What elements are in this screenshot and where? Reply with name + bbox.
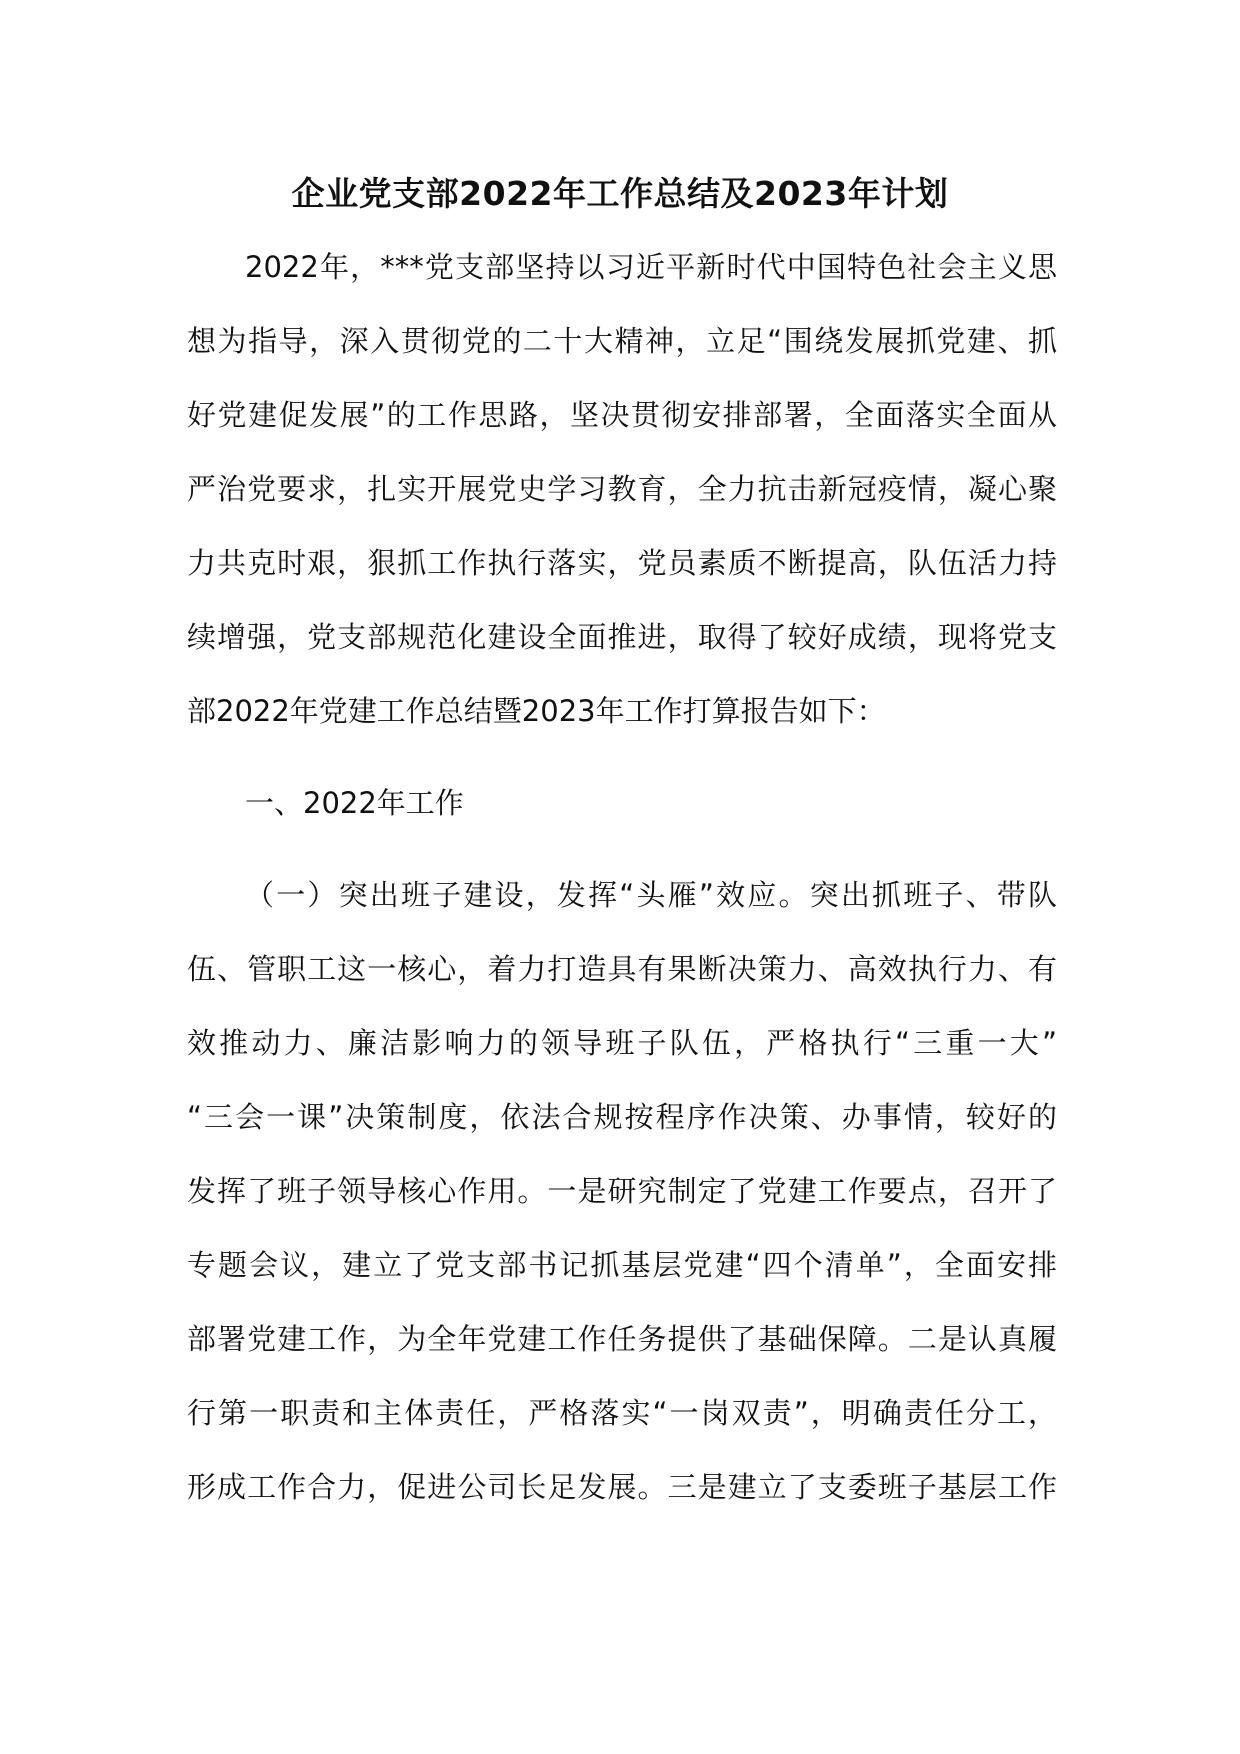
paragraph-line: 力共克时艰，狠抓工作执行落实，党员素质不断提高，队伍活力持 (187, 546, 1057, 580)
paragraph-line: 续增强，党支部规范化建设全面推进，取得了较好成绩，现将党支 (187, 620, 1057, 654)
document-body (187, 230, 1057, 1524)
section-heading: 一、2022年工作 (245, 786, 464, 820)
paragraph-line: 2022年，***党支部坚持以习近平新时代中国特色社会主义思 (245, 250, 1057, 284)
paragraph-line: （一）突出班子建设，发挥“头雁”效应。突出抓班子、带队 (245, 878, 1057, 912)
paragraph-line: 想为指导，深入贯彻党的二十大精神，立足“围绕发展抓党建、抓 (187, 324, 1057, 358)
paragraph-line: 专题会议，建立了党支部书记抓基层党建“四个清单”，全面安排 (187, 1248, 1057, 1282)
paragraph-line: 效推动力、廉洁影响力的领导班子队伍，严格执行“三重一大” (187, 1026, 1057, 1060)
paragraph-line: 伍、管职工这一核心，着力打造具有果断决策力、高效执行力、有 (187, 952, 1057, 986)
paragraph-line: 部2022年党建工作总结暨2023年工作打算报告如下： (187, 694, 886, 728)
paragraph-line: 发挥了班子领导核心作用。一是研究制定了党建工作要点，召开了 (187, 1174, 1057, 1208)
paragraph-line: 好党建促发展”的工作思路，坚决贯彻安排部署，全面落实全面从 (187, 398, 1057, 432)
paragraph-line: 形成工作合力，促进公司长足发展。三是建立了支委班子基层工作 (187, 1470, 1057, 1504)
paragraph-line: 行第一职责和主体责任，严格落实“一岗双责”，明确责任分工， (187, 1396, 1057, 1430)
paragraph-line: 部署党建工作，为全年党建工作任务提供了基础保障。二是认真履 (187, 1322, 1057, 1356)
paragraph-line: “三会一课”决策制度，依法合规按程序作决策、办事情，较好的 (187, 1100, 1057, 1134)
paragraph-line: 严治党要求，扎实开展党史学习教育，全力抗击新冠疫情，凝心聚 (187, 472, 1057, 506)
document-title: 企业党支部2022年工作总结及2023年计划 (291, 174, 949, 213)
